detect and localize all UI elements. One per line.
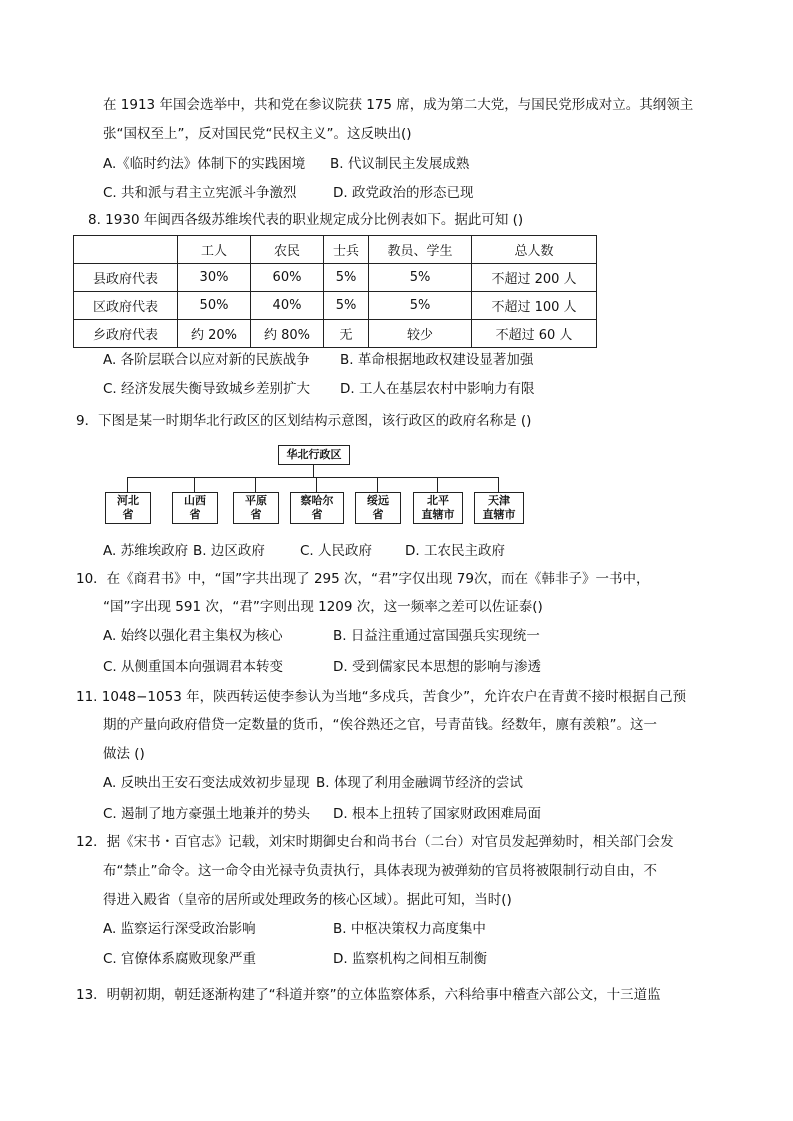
table-cell: 工人 [178,236,251,264]
q8-option-c: C. 经济发展失衡导致城乡差别扩大 [103,381,311,397]
q11-option-b: B. 体现了利用金融调节经济的尝试 [316,775,523,791]
q7-option-d: D. 政党政治的形态已现 [333,185,474,201]
org-child-line: 直辖市 [421,508,455,521]
table-cell: 农民 [251,236,324,264]
org-child-line: 北平 [427,494,449,507]
q12-option-b: B. 中枢决策权力高度集中 [333,921,486,937]
q11-stem-line-1: 11. 1048−1053 年，陕西转运使李参认为当地“多戍兵，苦食少”，允许农户在青黄不接时根据自己预 [76,689,687,705]
table-cell: 60% [251,264,324,292]
q11-stem-line-3: 做法 () [103,746,145,762]
q7-stem-line-1: 在 1913 年国会选举中，共和党在参议院获 175 席，成为第二大党，与国民党形成对立。其纲领主 [103,97,694,113]
q9-option-c: C. 人民政府 [300,543,373,559]
q7-stem-line-2: 张“国权至上”，反对国民党“民权主义”。这反映出() [103,126,412,142]
q12-option-c: C. 官僚体系腐败现象严重 [103,951,257,967]
q12-stem-line-3: 得进入殿省（皇帝的居所或处理政务的核心区域）。据此可知，当时() [103,892,512,908]
q8-table [73,235,597,348]
q9-option-a: A. 苏维埃政府 [103,543,189,559]
table-cell: 不超过 60 人 [472,320,597,348]
q10-option-a: A. 始终以强化君主集权为核心 [103,628,283,644]
org-connector [313,465,314,477]
q9-stem: 9．下图是某一时期华北行政区的区划结构示意图，该行政区的政府名称是 () [76,413,532,429]
table-cell: 30% [178,264,251,292]
org-child-shanxi [172,492,218,524]
q10-stem-line-1: 10．在《商君书》中，“国”字共出现了 295 次，“君”字仅出现 79次，而在《韩非子》一书中， [76,571,650,587]
q7-option-c: C. 共和派与君主立宪派斗争激烈 [103,185,297,201]
q7-option-a: A.《临时约法》体制下的实践困境 [103,156,306,172]
org-child-line: 山西 [184,494,206,507]
org-child-pingyuan [233,492,279,524]
q12-option-a: A. 监察运行深受政治影响 [103,921,256,937]
org-connector [498,477,499,492]
org-child-line: 察哈尔 [300,494,334,507]
q10-option-b: B. 日益注重通过富国强兵实现统一 [333,628,540,644]
org-connector [316,477,317,492]
q8-stem: 8. 1930 年闽西各级苏维埃代表的职业规定成分比例表如下。据此可知 () [88,212,524,228]
org-connector [194,477,195,492]
table-cell: 50% [178,292,251,320]
table-cell: 区政府代表 [74,292,178,320]
q8-option-b: B. 革命根据地政权建设显著加强 [340,352,534,368]
org-child-line: 直辖市 [482,508,516,521]
org-child-line: 河北 [117,494,139,507]
q8-option-a: A. 各阶层联合以应对新的民族战争 [103,352,310,368]
q7-option-b: B. 代议制民主发展成熟 [330,156,470,172]
org-connector [377,477,378,492]
table-cell: 较少 [369,320,472,348]
table-header-row [74,236,597,264]
q12-option-d: D. 监察机构之间相互制衡 [333,951,487,967]
org-child-line: 省 [372,508,384,521]
q13-stem-line-1: 13．明朝初期，朝廷逐渐构建了“科道并察”的立体监察体系，六科给事中稽查六部公文，十三道监 [76,987,661,1003]
org-child-line: 省 [189,508,201,521]
table-cell: 5% [324,292,369,320]
table-cell: 5% [324,264,369,292]
table-cell [74,236,178,264]
table-cell: 无 [324,320,369,348]
table-cell: 约 80% [251,320,324,348]
table-cell: 5% [369,264,472,292]
table-cell: 士兵 [324,236,369,264]
table-row [74,320,597,348]
org-child-suiyuan [355,492,401,524]
table-cell: 40% [251,292,324,320]
org-connector [255,477,256,492]
q9-option-d: D. 工农民主政府 [405,543,505,559]
table-cell: 5% [369,292,472,320]
org-root-box [278,445,350,465]
org-child-line: 省 [311,508,323,521]
org-root-label: 华北行政区 [286,448,342,461]
table-row [74,292,597,320]
org-child-tianjin [474,492,524,524]
org-child-hebei [105,492,151,524]
table-cell: 不超过 200 人 [472,264,597,292]
org-child-line: 天津 [488,494,510,507]
org-connector [127,477,499,478]
q11-option-d: D. 根本上扭转了国家财政困难局面 [333,806,541,822]
table-cell: 约 20% [178,320,251,348]
table-cell: 教员、学生 [369,236,472,264]
q12-stem-line-2: 布“禁止”命令。这一命令由光禄寺负责执行，具体表现为被弹劾的官员将被限制行动自由，不 [103,863,657,879]
org-child-line: 平原 [245,494,267,507]
org-child-beiping [413,492,463,524]
q11-option-a: A. 反映出王安石变法成效初步显现 [103,775,310,791]
table-row [74,264,597,292]
org-connector [437,477,438,492]
q10-option-d: D. 受到儒家民本思想的影响与渗透 [333,659,541,675]
q11-stem-line-2: 期的产量向政府借贷一定数量的货币，“俟谷熟还之官，号青苗钱。经数年，廪有羡粮”。这一 [103,717,657,733]
table-cell: 乡政府代表 [74,320,178,348]
q9-option-b: B. 边区政府 [193,543,265,559]
table-cell: 县政府代表 [74,264,178,292]
org-child-line: 省 [250,508,262,521]
org-child-line: 省 [122,508,134,521]
table-cell: 不超过 100 人 [472,292,597,320]
table-cell: 总人数 [472,236,597,264]
q10-stem-line-2: “国”字出现 591 次，“君”字则出现 1209 次，这一频率之差可以佐证泰() [103,599,543,615]
org-connector [127,477,128,492]
q10-option-c: C. 从侧重国本向强调君本转变 [103,659,284,675]
q11-option-c: C. 遏制了地方豪强土地兼并的势头 [103,806,311,822]
q8-option-d: D. 工人在基层农村中影响力有限 [340,381,535,397]
q12-stem-line-1: 12．据《宋书・百官志》记载，刘宋时期御史台和尚书台（二台）对官员发起弹劾时，相关部门会发 [76,834,674,850]
org-child-line: 绥远 [367,494,389,507]
org-child-chahaer [290,492,344,524]
